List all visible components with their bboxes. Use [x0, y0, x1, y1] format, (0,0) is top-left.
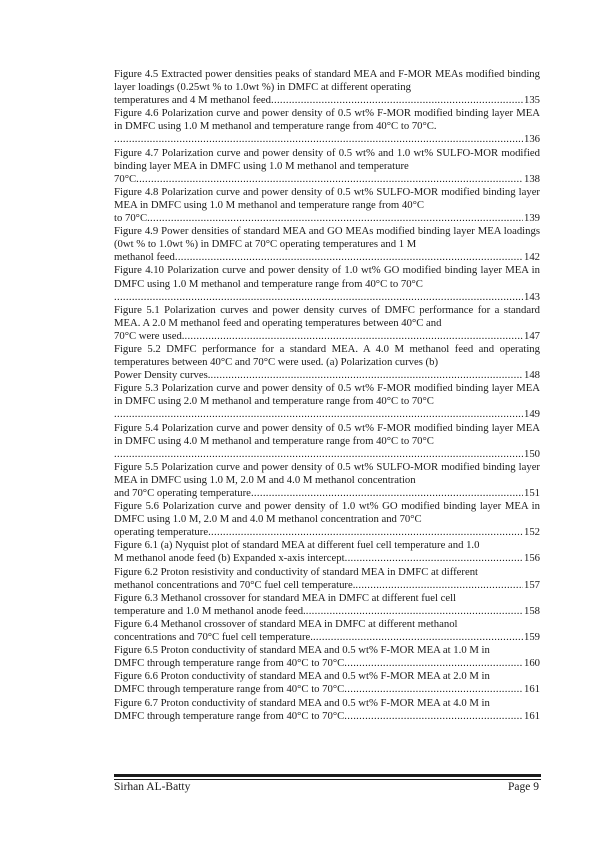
figure-caption-tail: methanol concentrations and 70°C fuel cell temperature.	[114, 578, 356, 591]
figure-page-number[interactable]: 160	[523, 657, 540, 670]
figure-caption: Figure 5.3 Polarization curve and power density of 0.5 wt% F-MOR modified binding layer MEA in DMFC using 2.0 M methanol and temperature range from 40°C to 70°C	[114, 382, 540, 408]
figure-entry[interactable]	[114, 539, 540, 565]
figure-caption: Figure 6.2 Proton resistivity and conductivity of standard MEA in DMFC at different	[114, 565, 479, 578]
caption-last-line	[114, 251, 540, 264]
figure-page-number[interactable]: 161	[523, 683, 540, 696]
figure-caption-tail: DMFC through temperature range from 40°C to 70°C	[114, 657, 345, 670]
figure-caption: Figure 5.1 Polarization curves and power density curves of DMFC performance for a standard MEA. A 2.0 M methanol feed and operating temperatures between 40°C and	[114, 303, 540, 329]
footer-rule-thick	[114, 774, 541, 777]
figure-page-number[interactable]: 157	[523, 578, 540, 591]
dot-leader	[136, 173, 523, 186]
figure-page-number[interactable]: 151	[523, 487, 540, 499]
caption-last-line	[114, 605, 540, 618]
dot-leader	[114, 448, 523, 461]
figure-page-number[interactable]: 147	[523, 329, 540, 342]
figure-entry[interactable]	[114, 422, 540, 461]
dot-leader	[306, 605, 523, 618]
figure-caption-tail: DMFC through temperature range from 40°C to 70°C	[114, 709, 345, 722]
figure-caption-tail: 70°C were used.	[114, 329, 185, 342]
figure-caption-tail: Power Density curves.	[114, 369, 211, 382]
figure-caption-tail: 70°C	[114, 172, 137, 185]
figure-caption-tail: temperatures and 4 M methanol feed	[114, 94, 271, 107]
figure-entry[interactable]	[114, 670, 540, 696]
dot-leader	[271, 94, 523, 107]
figure-page-number[interactable]: 136	[523, 133, 540, 146]
figure-entry[interactable]	[114, 644, 540, 670]
dot-leader	[344, 683, 523, 696]
figure-page-number[interactable]: 143	[523, 290, 540, 303]
caption-last-line	[114, 657, 540, 670]
dot-leader	[114, 291, 523, 304]
figure-caption: Figure 6.6 Proton conductivity of standard MEA and 0.5 wt% F-MOR MEA at 2.0 M in	[114, 670, 490, 683]
figure-page-number[interactable]: 135	[523, 94, 540, 107]
figure-entry[interactable]	[114, 68, 540, 107]
caption-last-line	[114, 448, 540, 461]
caption-last-line	[114, 683, 540, 696]
figure-caption: Figure 5.5 Polarization curve and power density of 0.5 wt% SULFO-MOR modified binding layer MEA in DMFC using 1.0 M, 2.0 M and 4.0 M methanol concentration	[114, 460, 540, 486]
caption-last-line	[114, 291, 540, 304]
figure-entry[interactable]	[114, 186, 540, 225]
figure-caption: Figure 5.4 Polarization curve and power density of 0.5 wt% F-MOR modified binding layer MEA in DMFC using 4.0 M methanol and temperature range from 40°C to 70°C	[114, 421, 540, 447]
dot-leader	[208, 526, 523, 539]
figure-caption: Figure 6.3 Methanol crossover for standard MEA in DMFC at different fuel cell	[114, 591, 457, 604]
figure-caption: Figure 5.2 DMFC performance for a standard MEA. A 4.0 M methanol feed and operating temperatures between 40°C and 70°C were used. (a) Polarization curves (b)	[114, 342, 540, 369]
dot-leader	[184, 330, 523, 343]
figure-entry[interactable]	[114, 147, 540, 186]
figure-page-number[interactable]: 159	[523, 631, 540, 644]
caption-last-line	[114, 631, 540, 644]
dot-leader	[114, 408, 523, 421]
figure-caption: Figure 6.1 (a) Nyquist plot of standard MEA at different fuel cell temperature and 1.0	[114, 539, 480, 552]
footer-page-number: Page 9	[508, 781, 539, 793]
caption-last-line	[114, 173, 540, 186]
figure-page-number[interactable]: 150	[523, 447, 540, 460]
caption-last-line	[114, 552, 540, 565]
figure-caption-tail: methanol feed	[114, 251, 175, 264]
figure-entry[interactable]	[114, 566, 540, 592]
figure-entry[interactable]	[114, 264, 540, 303]
dot-leader	[344, 657, 523, 670]
caption-last-line	[114, 212, 540, 225]
caption-last-line	[114, 408, 540, 421]
figure-entry[interactable]	[114, 500, 540, 539]
figure-page-number[interactable]: 156	[523, 552, 540, 565]
figure-page-number[interactable]: 149	[523, 408, 540, 421]
footer-rule-thin	[114, 779, 541, 780]
list-of-figures	[114, 68, 540, 723]
figure-caption-tail: and 70°C operating temperature	[114, 487, 251, 499]
dot-leader	[210, 369, 523, 382]
figure-caption: Figure 5.6 Polarization curve and power density of 1.0 wt% GO modified binding layer MEA in DMFC using 1.0 M, 2.0 M and 4.0 M methanol concentration and 70°C	[114, 500, 540, 526]
figure-entry[interactable]	[114, 304, 540, 343]
dot-leader	[114, 133, 523, 146]
caption-last-line	[114, 487, 540, 500]
dot-leader	[313, 631, 523, 644]
footer-author: Sirhan AL-Batty	[114, 781, 191, 793]
dot-leader	[355, 579, 523, 592]
caption-last-line	[114, 710, 540, 723]
figure-page-number[interactable]: 152	[523, 526, 540, 539]
figure-caption: Figure 6.5 Proton conductivity of standard MEA and 0.5 wt% F-MOR MEA at 1.0 M in	[114, 644, 490, 657]
figure-entry[interactable]	[114, 697, 540, 723]
figure-entry[interactable]	[114, 618, 540, 644]
figure-page-number[interactable]: 142	[523, 251, 540, 264]
caption-last-line	[114, 94, 540, 107]
figure-entry[interactable]	[114, 225, 540, 264]
dot-leader	[345, 552, 523, 565]
figure-caption-tail: M methanol anode feed (b) Expanded x-axis intercept	[114, 552, 345, 565]
caption-last-line	[114, 579, 540, 592]
figure-entry[interactable]	[114, 592, 540, 618]
figure-caption: Figure 4.7 Polarization curve and power density of 0.5 wt% and 1.0 wt% SULFO-MOR modified binding layer MEA in DMFC using 1.0 M methanol and temperature	[114, 146, 540, 172]
caption-last-line	[114, 369, 540, 382]
caption-last-line	[114, 133, 540, 146]
figure-entry[interactable]	[114, 343, 540, 382]
figure-caption-tail: concentrations and 70°C fuel cell temperature.	[114, 631, 313, 644]
figure-entry[interactable]	[114, 382, 540, 421]
figure-caption: Figure 6.7 Proton conductivity of standard MEA and 0.5 wt% F-MOR MEA at 4.0 M in	[114, 696, 490, 709]
figure-caption: Figure 4.10 Polarization curve and power density of 1.0 wt% GO modified binding layer MEA in DMFC using 1.0 M methanol and temperature range from 40°C to 70°C	[114, 264, 540, 290]
caption-last-line	[114, 526, 540, 539]
dot-leader	[344, 710, 523, 723]
figure-caption: Figure 4.6 Polarization curve and power density of 0.5 wt% F-MOR modified binding layer MEA in DMFC using 1.0 M methanol and temperature range from 40°C to 70°C.	[114, 107, 540, 133]
figure-page-number[interactable]: 158	[523, 604, 540, 617]
figure-page-number[interactable]: 138	[523, 172, 540, 185]
dot-leader	[251, 487, 523, 500]
figure-caption-tail: to 70°C	[114, 212, 148, 225]
figure-caption: Figure 4.5 Extracted power densities peaks of standard MEA and F-MOR MEAs modified binding layer loadings (0.25wt % to 1.0wt %) in DMFC at different operating	[114, 68, 540, 94]
figure-page-number[interactable]: 148	[523, 369, 540, 382]
figure-page-number[interactable]: 161	[523, 709, 540, 722]
figure-caption-tail: DMFC through temperature range from 40°C to 70°C	[114, 683, 345, 696]
figure-entry[interactable]	[114, 461, 540, 500]
figure-caption-tail: operating temperature	[114, 526, 209, 539]
figure-page-number[interactable]: 139	[523, 212, 540, 225]
caption-last-line	[114, 330, 540, 343]
dot-leader	[175, 251, 523, 264]
figure-entry[interactable]	[114, 107, 540, 146]
dot-leader	[147, 212, 523, 225]
figure-caption: Figure 4.8 Polarization curve and power density of 0.5 wt% SULFO-MOR modified binding layer MEA in DMFC using 1.0 M methanol and temperature range from 40°C	[114, 185, 540, 211]
figure-caption: Figure 4.9 Power densities of standard MEA and GO MEAs modified binding layer MEA loadings (0wt % to 1.0wt %) in DMFC at 70°C operating temperatures and 1 M	[114, 225, 540, 251]
figure-caption-tail: temperature and 1.0 M methanol anode feed.	[114, 604, 306, 617]
figure-caption: Figure 6.4 Methanol crossover of standard MEA in DMFC at different methanol	[114, 617, 458, 630]
